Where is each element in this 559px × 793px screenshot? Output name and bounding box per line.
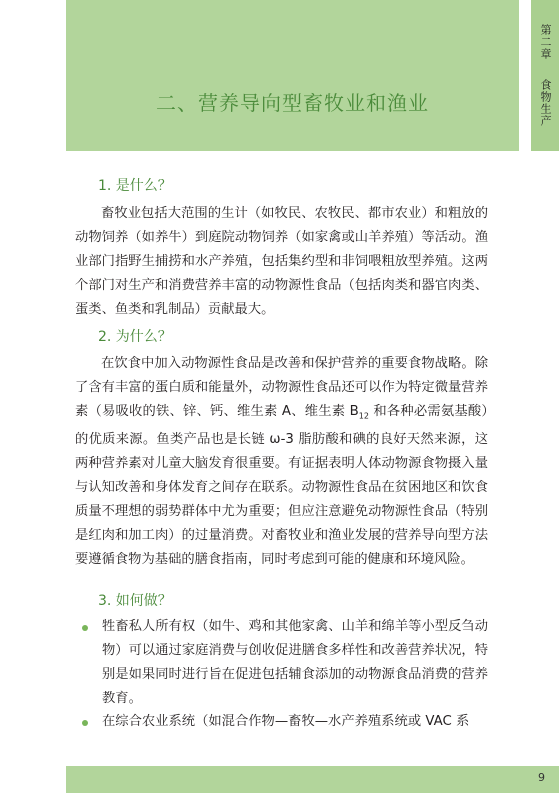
paragraph-why-part2: 和各种必需氨基酸）的优质来源。鱼类产品也是长链 ω-3 脂肪酸和碘的良好天然来源，这两种营养素对儿童大脑发育很重要。有证据表明人体动物源食物摄入量与认知改善和身体发育之间存在联系。动物源性食品在贫困地区和饮食质量不理想的弱势群体中尤为重要；但应注意避免动物源性食品（特别是红肉和加工肉）的过量消费。对畜牧业和渔业发展的营养导向型方法要遵循食物为基础的膳食指南，同时考虑到可能的健康和环境风险。 <box>75 403 489 567</box>
bullet-dot-icon <box>82 625 88 631</box>
paragraph-why-part1: 在饮食中加入动物源性食品是改善和保护营养的重要食物战略。除了含有丰富的蛋白质和能量外，动物源性食品还可以作为特定微量营养素（易吸收的铁、锌、钙、维生素 A、维生素 B <box>75 356 488 419</box>
subscript-12: 12 <box>358 411 369 421</box>
paragraph-why <box>75 352 488 572</box>
chapter-label: 第二章 <box>539 24 552 60</box>
topic-label: 食物生产 <box>539 79 552 127</box>
paragraph-what: 畜牧业包括大范围的生计（如牧民、农牧民、都市农业）和粗放的动物饲养（如养牛）到庭院动物饲养（如家禽或山羊养殖）等活动。渔业部门指野生捕捞和水产养殖，包括集约型和非饲喂粗放型养殖。这两个部门对生产和消费营养丰富的动物源性食品（包括肉类和器官肉类、蛋类、鱼类和乳制品）贡献最大。 <box>75 206 488 317</box>
page-number: 9 <box>538 771 545 784</box>
section-title: 二、营养导向型畜牧业和渔业 <box>156 91 429 115</box>
heading-how: 3. 如何做？ <box>98 593 172 609</box>
heading-what: 1. 是什么？ <box>98 178 172 194</box>
chapter-side-label <box>531 24 559 127</box>
list-item <box>75 615 488 711</box>
heading-why: 2. 为什么？ <box>98 329 172 345</box>
list-item <box>75 710 488 734</box>
footer-band <box>66 766 559 793</box>
bullet-text: 在综合农业系统（如混合作物—畜牧—水产养殖系统或 VAC 系 <box>102 714 470 729</box>
header-band <box>66 0 519 151</box>
bullet-dot-icon <box>82 720 88 726</box>
bullet-text: 牲畜私人所有权（如牛、鸡和其他家禽、山羊和绵羊等小型反刍动物）可以通过家庭消费与创收促进膳食多样性和改善营养状况，特别是如果同时进行旨在促进包括辅食添加的动物源食品消费的营养教育。 <box>102 619 488 706</box>
